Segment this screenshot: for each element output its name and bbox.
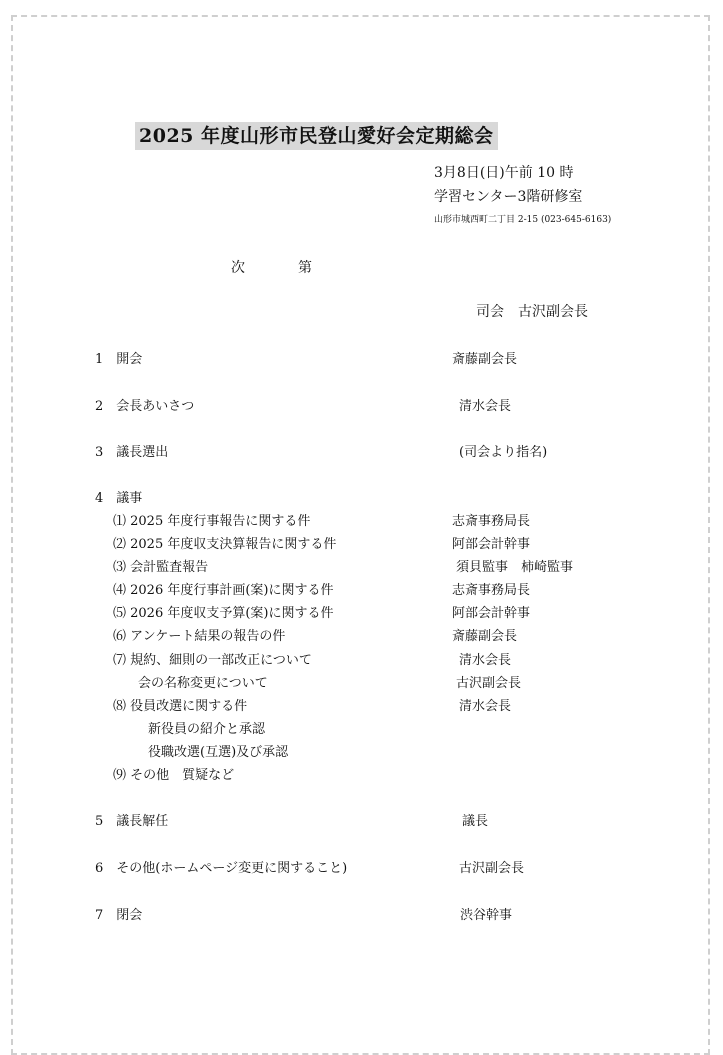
agenda-subitem-1: ⑴ 2025 年度行事報告に関する件: [113, 514, 311, 529]
agenda-item-3: 3 議長選出: [95, 445, 169, 460]
venue-address: 山形市城西町二丁目 2-15 (023-645-6163): [434, 215, 612, 225]
agenda-subperson-3: 須貝監事 柿崎監事: [456, 560, 574, 575]
agenda-person-7: 渋谷幹事: [460, 908, 513, 923]
agenda-item-5: 5 議長解任: [95, 814, 169, 829]
agenda-subitem-8: ⑻ 役員改選に関する件: [113, 699, 248, 714]
agenda-item-6: 6 その他(ホームページ変更に関すること): [95, 861, 348, 876]
agenda-person-6: 古沢副会長: [459, 861, 525, 876]
agenda-item-2: 2 会長あいさつ: [95, 399, 195, 414]
agenda-person-3: (司会より指名): [459, 445, 548, 460]
agenda-subitem-5: ⑸ 2026 年度収支予算(案)に関する件: [113, 606, 334, 621]
agenda-subitem-2: ⑵ 2025 年度収支決算報告に関する件: [113, 537, 337, 552]
agenda-subitem-8a: 新役員の紹介と承認: [148, 722, 266, 737]
agenda-subitem-8b: 役職改選(互選)及び承認: [148, 745, 289, 760]
agenda-person-1: 斎藤副会長: [452, 352, 518, 367]
meeting-venue: 学習センター3階研修室: [434, 189, 583, 205]
agenda-item-7: 7 閉会: [95, 908, 143, 923]
heading-char-1: 次: [231, 260, 245, 276]
page-title: 2025 年度山形市民登山愛好会定期総会: [135, 122, 498, 150]
agenda-subperson-7: 清水会長: [459, 653, 512, 668]
agenda-subperson-4: 志斎事務局長: [452, 583, 531, 598]
heading-char-2: 第: [298, 260, 312, 276]
chairperson: 司会 古沢副会長: [476, 304, 588, 320]
agenda-person-2: 清水会長: [459, 399, 512, 414]
agenda-subperson-2: 阿部会計幹事: [452, 537, 531, 552]
agenda-subitem-7b: 会の名称変更について: [138, 676, 268, 691]
agenda-subperson-8: 清水会長: [459, 699, 512, 714]
agenda-subperson-6: 斎藤副会長: [452, 629, 518, 644]
agenda-item-4: 4 議事: [95, 491, 143, 506]
agenda-item-1: 1 開会: [95, 352, 143, 367]
agenda-subitem-9: ⑼ その他 質疑など: [113, 768, 235, 783]
agenda-subitem-7: ⑺ 規約、細則の一部改正について: [113, 653, 312, 668]
agenda-subperson-5: 阿部会計幹事: [452, 606, 531, 621]
agenda-person-5: 議長: [462, 814, 489, 829]
agenda-subperson-1: 志斎事務局長: [452, 514, 531, 529]
agenda-subitem-3: ⑶ 会計監査報告: [113, 560, 209, 575]
agenda-subperson-7b: 古沢副会長: [456, 676, 522, 691]
meeting-date-time: 3月8日(日)午前 10 時: [434, 165, 574, 181]
agenda-subitem-6: ⑹ アンケート結果の報告の件: [113, 629, 286, 644]
agenda-subitem-4: ⑷ 2026 年度行事計画(案)に関する件: [113, 583, 334, 598]
